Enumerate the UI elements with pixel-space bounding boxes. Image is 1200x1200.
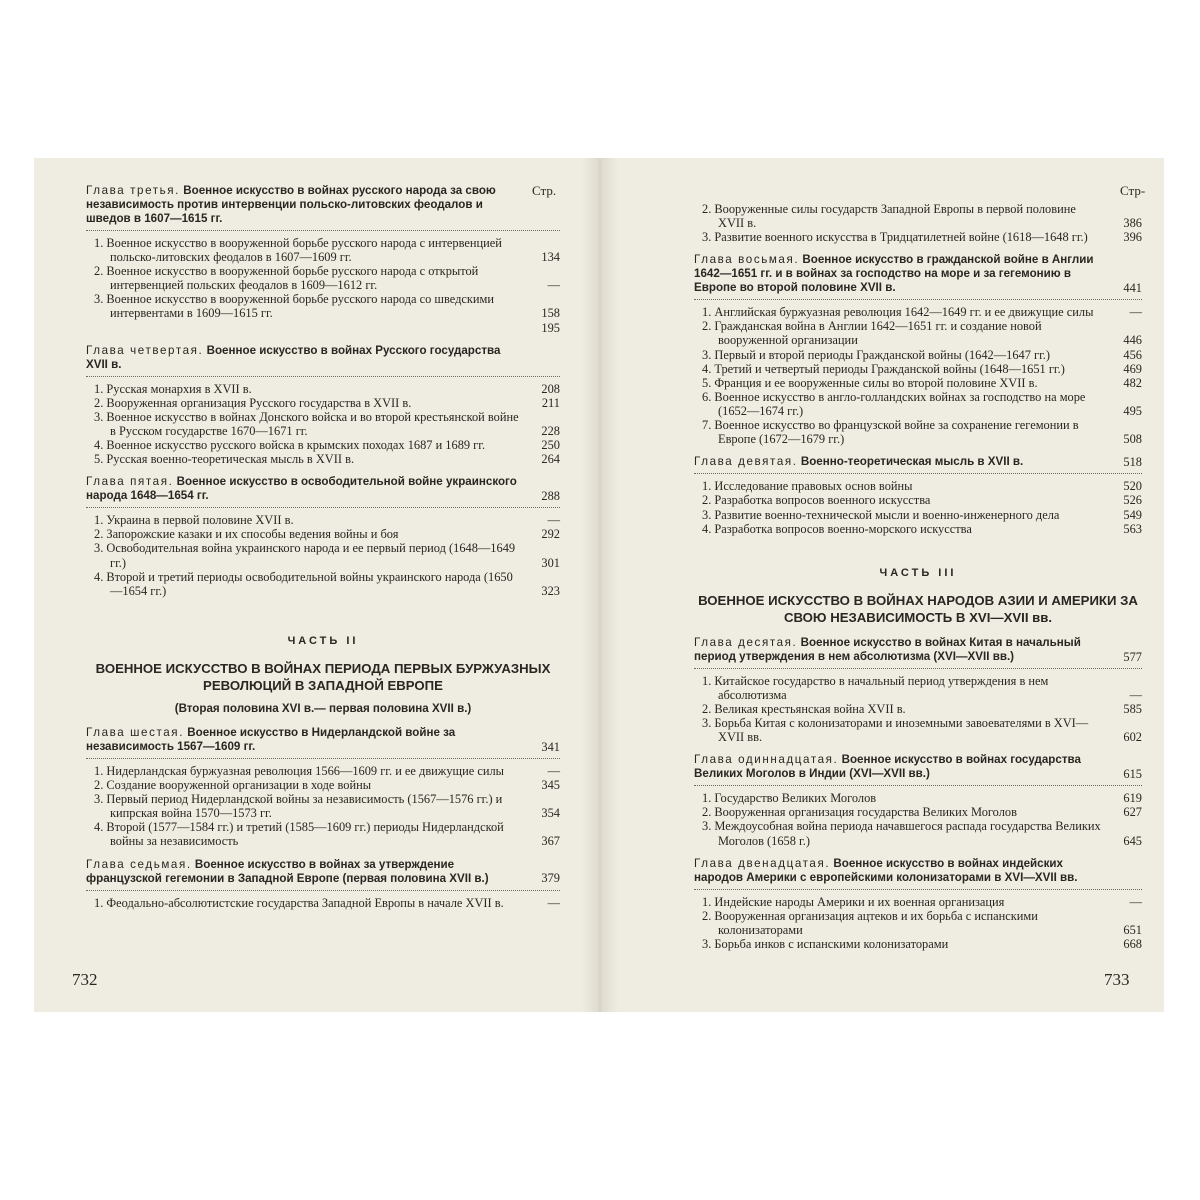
- page-ref: 508: [1123, 432, 1142, 447]
- entry-text: 1. Английская буржуазная революция 1642—1649 гг. и ее движущие силы: [702, 305, 1094, 320]
- chapter-title-text: Военное искусство в Нидерландской войне за независимость 1567—1609 гг.: [86, 725, 456, 753]
- section-spacer: [694, 744, 1142, 753]
- toc-list-right: [694, 158, 1142, 951]
- chapter-label: Глава пятая.: [86, 475, 174, 489]
- toc-entry: [694, 909, 1142, 937]
- page-ref: 668: [1123, 936, 1142, 951]
- chapter-heading: [694, 636, 1142, 669]
- entry-text: 1. Китайское государство в начальный период утверждения в нем абсолютизма: [702, 673, 1049, 702]
- toc-entry: [86, 321, 560, 335]
- toc-entry: [86, 570, 560, 598]
- toc-entry: [86, 236, 560, 264]
- entry-text: 3. Военное искусство в войнах Донского войска и во второй крестьянской войне в Русском государстве 1670—1671 гг.: [94, 409, 519, 438]
- entry-text: 4. Разработка вопросов военно-морского искусства: [702, 521, 972, 536]
- chapter-title-text: Военно-теоретическая мысль в XVII в.: [800, 455, 1024, 469]
- entry-text: 2. Военное искусство в вооруженной борьбе русского народа с открытой интервенцией польских феодалов в 1609—1612 гг.: [94, 264, 479, 293]
- entry-text: 1. Государство Великих Моголов: [702, 791, 877, 806]
- page-ref: 354: [541, 806, 560, 821]
- page-ref: 158: [541, 306, 560, 321]
- chapter-heading: [694, 753, 1142, 786]
- toc-entry: [694, 348, 1142, 362]
- entry-text: 2. Вооруженная организация Русского государства в XVII в.: [94, 395, 412, 410]
- toc-entry: [86, 541, 560, 569]
- page-ref: —: [547, 278, 560, 293]
- page-ref: 250: [541, 438, 560, 453]
- toc-entry: [86, 820, 560, 848]
- right-page: [610, 158, 1164, 1012]
- entry-text: 1. Военное искусство в вооруженной борьбе русского народа с интервенцией польско-литовских феодалов в 1607—1609 гг.: [94, 236, 502, 265]
- part-title: ВОЕННОЕ ИСКУССТВО В ВОЙНАХ ПЕРИОДА ПЕРВЫХ БУРЖУАЗНЫХ РЕВОЛЮЦИЙ В ЗАПАДНОЙ ЕВРОПЕ: [95, 660, 551, 693]
- entry-text: 3. Военное искусство в вооруженной борьбе русского народа со шведскими интервентами в 1609—1615 гг.: [94, 292, 495, 321]
- chapter-label: Глава двенадцатая.: [694, 856, 831, 870]
- page-ref: 520: [1123, 479, 1142, 494]
- chapter-heading: [86, 726, 560, 759]
- chapter-title-text: Военное искусство в войнах Русского государства XVII в.: [86, 343, 501, 371]
- chapter-label: Глава девятая.: [694, 455, 798, 469]
- chapter-title-text: Военное искусство в войнах государства Великих Моголов в Индии (XVI—XVII вв.): [694, 753, 1081, 781]
- chapter-title-text: Военное искусство в освободительной войне украинского народа 1648—1654 гг.: [86, 475, 517, 503]
- toc-entry: [694, 493, 1142, 507]
- toc-entry: [694, 479, 1142, 493]
- chapter-label: Глава шестая.: [86, 725, 185, 739]
- toc-entry: [86, 382, 560, 396]
- toc-entry: [86, 438, 560, 452]
- entry-text: 5. Русская военно-теоретическая мысль в XVII в.: [94, 452, 355, 467]
- page-ref: 645: [1123, 833, 1142, 848]
- page-ref: 341: [541, 739, 560, 754]
- chapter-title: [694, 253, 1104, 295]
- chapter-title-text: Военное искусство в гражданской войне в Англии 1642—1651 гг. и в войнах за господство на море и за гегемонию в Европе во второй половине XVII в.: [694, 253, 1094, 295]
- toc-entry: [86, 513, 560, 527]
- entry-text: 2. Вооруженная организация государства Великих Моголов: [702, 805, 1017, 820]
- toc-entry: [694, 418, 1142, 446]
- entry-text: 3. Развитие военного искусства в Тридцатилетней войне (1618—1648 гг.): [702, 230, 1088, 245]
- entry-text: 4. Второй (1577—1584 гг.) и третий (1585—1609 гг.) периоды Нидерландской войны за независимость: [94, 820, 504, 849]
- section-spacer: [86, 466, 560, 475]
- page-ref: 386: [1123, 216, 1142, 231]
- chapter-title: [694, 857, 1104, 885]
- toc-list-left: [86, 158, 560, 910]
- page-ref: 208: [541, 381, 560, 396]
- chapter-label: Глава четвертая.: [86, 343, 204, 357]
- chapter-title-text: Военное искусство в войнах Китая в начальный период утверждения в нем абсолютизма (XVI—XVII вв.): [694, 635, 1081, 663]
- chapter-heading: [86, 344, 560, 377]
- page-ref: 469: [1123, 361, 1142, 376]
- entry-text: 3. Первый и второй периоды Гражданской войны (1642—1647 гг.): [702, 347, 1050, 362]
- entry-text: 6. Военное искусство в англо-голландских войнах за господство на море (1652—1674 гг.): [702, 389, 1086, 418]
- toc-entry: [694, 895, 1142, 909]
- entry-text: 2. Вооруженные силы государств Западной Европы в первой половине XVII в.: [702, 202, 1076, 231]
- page-number-left: 732: [72, 970, 98, 989]
- chapter-heading: [694, 857, 1142, 890]
- book-spread: [34, 158, 1164, 1012]
- toc-entry: [694, 937, 1142, 951]
- page-ref: 441: [1123, 281, 1142, 296]
- page-ref: 549: [1123, 507, 1142, 522]
- toc-entry: [694, 390, 1142, 418]
- toc-entry: [694, 508, 1142, 522]
- toc-entry: [694, 362, 1142, 376]
- toc-entry: [86, 410, 560, 438]
- entry-text: 2. Разработка вопросов военного искусства: [702, 493, 931, 508]
- entry-text: 3. Борьба Китая с колонизаторами и иноземными завоевателями в XVI—XVII вв.: [702, 716, 1089, 745]
- page-ref: 195: [541, 320, 560, 335]
- toc-entry: [86, 264, 560, 292]
- chapter-title: [694, 455, 1104, 469]
- page-ref: 651: [1123, 922, 1142, 937]
- page-ref: —: [1129, 894, 1142, 909]
- entry-text: 3. Борьба инков с испанскими колонизаторами: [702, 936, 949, 951]
- toc-entry: [694, 702, 1142, 716]
- entry-text: 4. Третий и четвертый периоды Гражданской войны (1648—1651 гг.): [702, 361, 1065, 376]
- toc-entry: [694, 522, 1142, 536]
- chapter-title-text: Военное искусство в войнах русского народа за свою независимость против интервенции польско-литовских феодалов и шведов в 1607—1615 гг.: [86, 184, 496, 225]
- page-column-header: Стр.: [532, 183, 557, 198]
- page-ref: 396: [1123, 230, 1142, 245]
- chapter-heading: [86, 475, 560, 508]
- entry-text: 1. Феодально-абсолютистские государства Западной Европы в начале XVII в.: [94, 895, 504, 910]
- page-ref: 526: [1123, 493, 1142, 508]
- chapter-title: [86, 475, 522, 503]
- entry-text: 2. Создание вооруженной организации в ходе войны: [94, 778, 372, 793]
- chapter-title: [86, 726, 522, 754]
- chapter-heading: [694, 253, 1142, 300]
- page-ref: 619: [1123, 791, 1142, 806]
- chapter-label: Глава седьмая.: [86, 857, 192, 871]
- entry-text: 4. Второй и третий периоды освободительной войны украинского народа (1650—1654 гг.): [94, 569, 513, 598]
- toc-entry: [694, 305, 1142, 319]
- section-spacer: [694, 848, 1142, 857]
- toc-entry: [86, 792, 560, 820]
- toc-entry: [694, 202, 1142, 230]
- chapter-title-text: Военное искусство в войнах за утверждение французской гегемонии в Западной Европе (первая половина XVII в.): [86, 857, 489, 885]
- page-ref: —: [547, 513, 560, 528]
- section-spacer: [86, 849, 560, 858]
- page-ref: 345: [541, 778, 560, 793]
- part-label: ЧАСТЬ II: [287, 634, 359, 647]
- toc-entry: [694, 376, 1142, 390]
- toc-entry: [694, 674, 1142, 702]
- page-ref: 228: [541, 423, 560, 438]
- chapter-label: Глава одиннадцатая.: [694, 753, 839, 767]
- left-page: [34, 158, 594, 1012]
- chapter-heading: [86, 184, 560, 231]
- part-title: ВОЕННОЕ ИСКУССТВО В ВОЙНАХ НАРОДОВ АЗИИ И АМЕРИКИ ЗА СВОЮ НЕЗАВИСИМОСТЬ В XVI—XVII вв.: [698, 592, 1138, 625]
- chapter-title-text: Военное искусство в войнах индейских народов Америки с европейскими колонизаторами в XVI—XVII вв.: [694, 856, 1078, 884]
- chapter-title: [694, 753, 1104, 781]
- entry-text: 7. Военное искусство во французской войне за сохранение гегемонии в Европе (1672—1679 гг.): [702, 418, 1079, 447]
- page-ref: —: [547, 763, 560, 778]
- entry-text: 3. Междоусобная война периода начавшегося распада государства Великих Моголов (1658 г.): [702, 819, 1101, 848]
- section-spacer: [86, 335, 560, 344]
- page-ref: —: [547, 895, 560, 910]
- page-ref: 301: [541, 555, 560, 570]
- entry-text: 1. Исследование правовых основ войны: [702, 479, 913, 494]
- entry-text: 1. Нидерландская буржуазная революция 1566—1609 гг. и ее движущие силы: [94, 763, 504, 778]
- entry-text: 4. Военное искусство русского войска в крымских походах 1687 и 1689 гг.: [94, 438, 486, 453]
- toc-entry: [86, 764, 560, 778]
- chapter-title: [86, 344, 522, 372]
- page-ref: 288: [541, 489, 560, 504]
- chapter-heading: [694, 455, 1142, 474]
- toc-entry: [86, 778, 560, 792]
- page-number-right: 733: [1104, 970, 1130, 989]
- entry-text: 2. Вооруженная организация ацтеков и их борьба с испанскими колонизаторами: [702, 908, 1038, 937]
- entry-text: 3. Освободительная война украинского народа и ее первый период (1648—1649 гг.): [94, 541, 516, 570]
- page-ref: 615: [1123, 767, 1142, 782]
- page-ref: 134: [541, 250, 560, 265]
- chapter-label: Глава восьмая.: [694, 253, 800, 267]
- page-ref: 323: [541, 583, 560, 598]
- entry-text: 2. Запорожские казаки и их способы ведения войны и боя: [94, 527, 399, 542]
- chapter-title: [694, 636, 1104, 664]
- toc-entry: [694, 805, 1142, 819]
- chapter-label: Глава третья.: [86, 184, 181, 197]
- entry-text: 2. Гражданская война в Англии 1642—1651 гг. и создание новой вооруженной организации: [702, 319, 1042, 348]
- page-ref: 367: [541, 834, 560, 849]
- entry-text: 2. Великая крестьянская война XVII в.: [702, 701, 906, 716]
- page-ref: 482: [1123, 375, 1142, 390]
- page-ref: 563: [1123, 521, 1142, 536]
- page-ref: 602: [1123, 730, 1142, 745]
- entry-text: 3. Первый период Нидерландской войны за независимость (1567—1576 гг.) и кипрская война 1570—1573 гг.: [94, 792, 503, 821]
- entry-text: 1. Индейские народы Америки и их военная организация: [702, 894, 1005, 909]
- chapter-title: [86, 858, 522, 886]
- toc-entry: [86, 292, 560, 320]
- section-spacer: [694, 446, 1142, 455]
- chapter-label: Глава десятая.: [694, 635, 798, 649]
- toc-entry: [694, 319, 1142, 347]
- page-column-header-right: Стр-: [1120, 183, 1146, 198]
- page-ref: 456: [1123, 347, 1142, 362]
- page-ref: 495: [1123, 403, 1142, 418]
- toc-entry: [86, 452, 560, 466]
- part-label: ЧАСТЬ III: [879, 566, 957, 579]
- toc-entry: [694, 791, 1142, 805]
- entry-text: 3. Развитие военно-технической мысли и военно-инженерного дела: [702, 507, 1060, 522]
- toc-entry: [86, 896, 560, 910]
- page-ref: 446: [1123, 333, 1142, 348]
- toc-entry: [694, 716, 1142, 744]
- page-ref: 577: [1123, 649, 1142, 664]
- toc-entry: [86, 527, 560, 541]
- page-ref: 585: [1123, 701, 1142, 716]
- toc-entry: [694, 230, 1142, 244]
- chapter-heading: [86, 858, 560, 891]
- page-ref: 264: [541, 452, 560, 467]
- page-ref: 518: [1123, 455, 1142, 470]
- entry-text: 5. Франция и ее вооруженные силы во второй половине XVII в.: [702, 375, 1038, 390]
- page-ref: 292: [541, 527, 560, 542]
- page-ref: 627: [1123, 805, 1142, 820]
- page-ref: 211: [541, 395, 560, 410]
- chapter-title: [86, 184, 522, 226]
- page-ref: 379: [541, 871, 560, 886]
- section-spacer: [694, 244, 1142, 253]
- toc-entry: [86, 396, 560, 410]
- page-ref: —: [1129, 305, 1142, 320]
- toc-entry: [694, 819, 1142, 847]
- part-subtitle: (Вторая половина XVI в.— первая половина XVII в.): [174, 701, 472, 715]
- entry-text: 1. Украина в первой половине XVII в.: [94, 513, 294, 528]
- page-ref: —: [1129, 687, 1142, 702]
- entry-text: 1. Русская монархия в XVII в.: [94, 381, 252, 396]
